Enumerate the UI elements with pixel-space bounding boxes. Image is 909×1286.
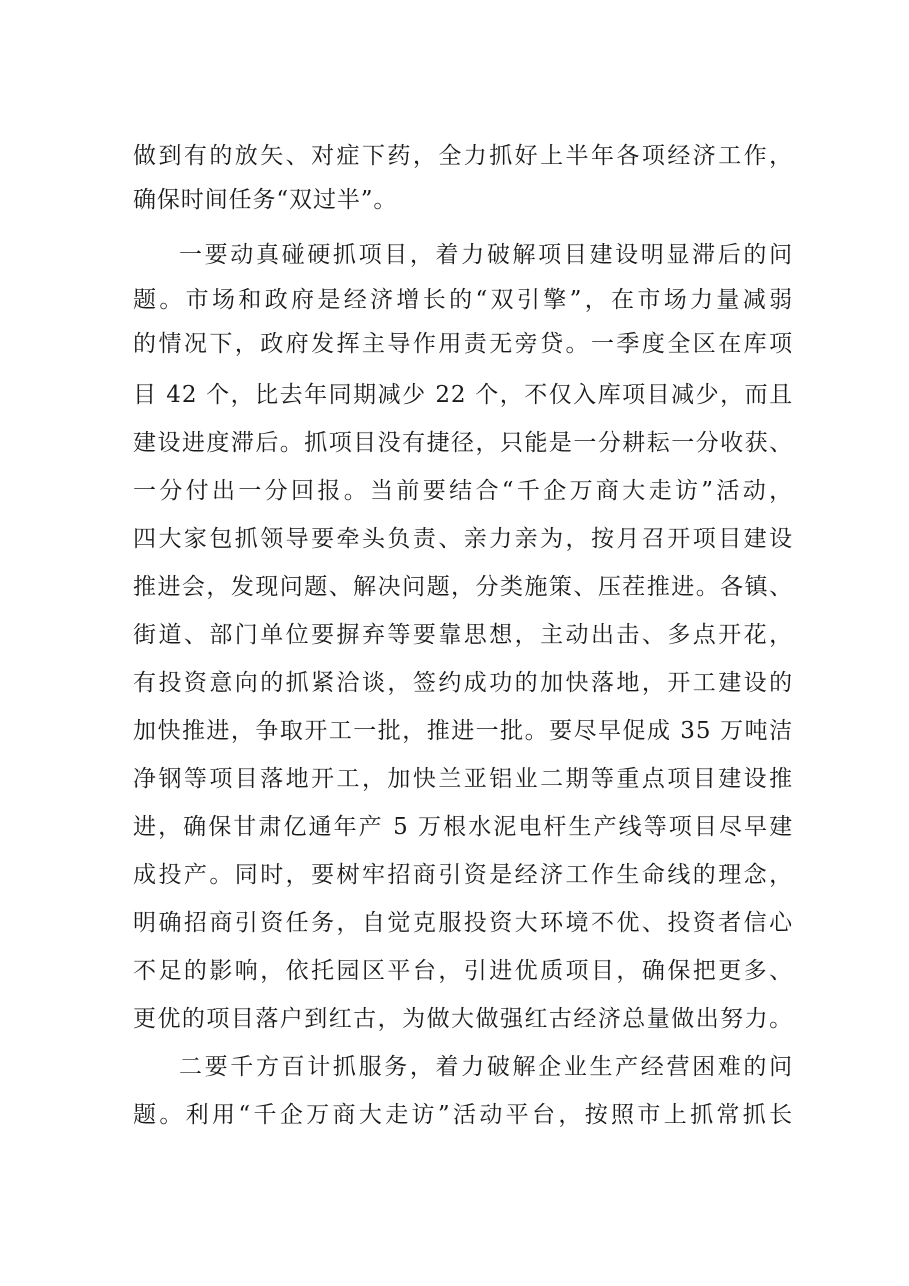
paragraph-start-line: 二要千方百计抓服务，着力破解企业生产经营困难的问 [179, 1054, 793, 1080]
text-line: 有投资意向的抓紧洽谈，签约成功的加快落地，开工建设的 [133, 670, 793, 696]
text-line: 更优的项目落户到红古，为做大做强红古经济总量做出努力。 [133, 1006, 793, 1032]
text-line: 街道、部门单位要摒弃等要靠思想，主动出击、多点开花， [133, 622, 793, 648]
text-line: 成投产。同时，要树牢招商引资是经济工作生命线的理念， [133, 862, 793, 888]
text-line: 一分付出一分回报。当前要结合“千企万商大走访”活动， [133, 478, 793, 504]
paragraph-start-line: 一要动真碰硬抓项目，着力破解项目建设明显滞后的问 [179, 242, 793, 268]
text-line: 不足的影响，依托园区平台，引进优质项目，确保把更多、 [133, 958, 793, 984]
text-line: 目 42 个，比去年同期减少 22 个，不仅入库项目减少，而且 [133, 382, 793, 408]
text-line: 进，确保甘肃亿通年产 5 万根水泥电杆生产线等项目尽早建 [133, 814, 793, 840]
text-line: 净钢等项目落地开工，加快兰亚铝业二期等重点项目建设推 [133, 766, 793, 792]
text-line: 确保时间任务“双过半”。 [133, 187, 398, 213]
text-line: 推进会，发现问题、解决问题，分类施策、压茬推进。各镇、 [133, 574, 793, 600]
text-line: 的情况下，政府发挥主导作用责无旁贷。一季度全区在库项 [133, 331, 793, 357]
text-line: 明确招商引资任务，自觉克服投资大环境不优、投资者信心 [133, 910, 793, 936]
text-line: 题。利用“千企万商大走访”活动平台，按照市上抓常抓长 [133, 1102, 793, 1128]
text-line: 四大家包抓领导要牵头负责、亲力亲为，按月召开项目建设 [133, 526, 793, 552]
text-line: 建设进度滞后。抓项目没有捷径，只能是一分耕耘一分收获、 [133, 430, 793, 456]
text-line: 题。市场和政府是经济增长的“双引擎”，在市场力量减弱 [133, 287, 793, 313]
text-line: 加快推进，争取开工一批，推进一批。要尽早促成 35 万吨洁 [133, 718, 793, 744]
text-line: 做到有的放矢、对症下药，全力抓好上半年各项经济工作， [133, 143, 793, 169]
